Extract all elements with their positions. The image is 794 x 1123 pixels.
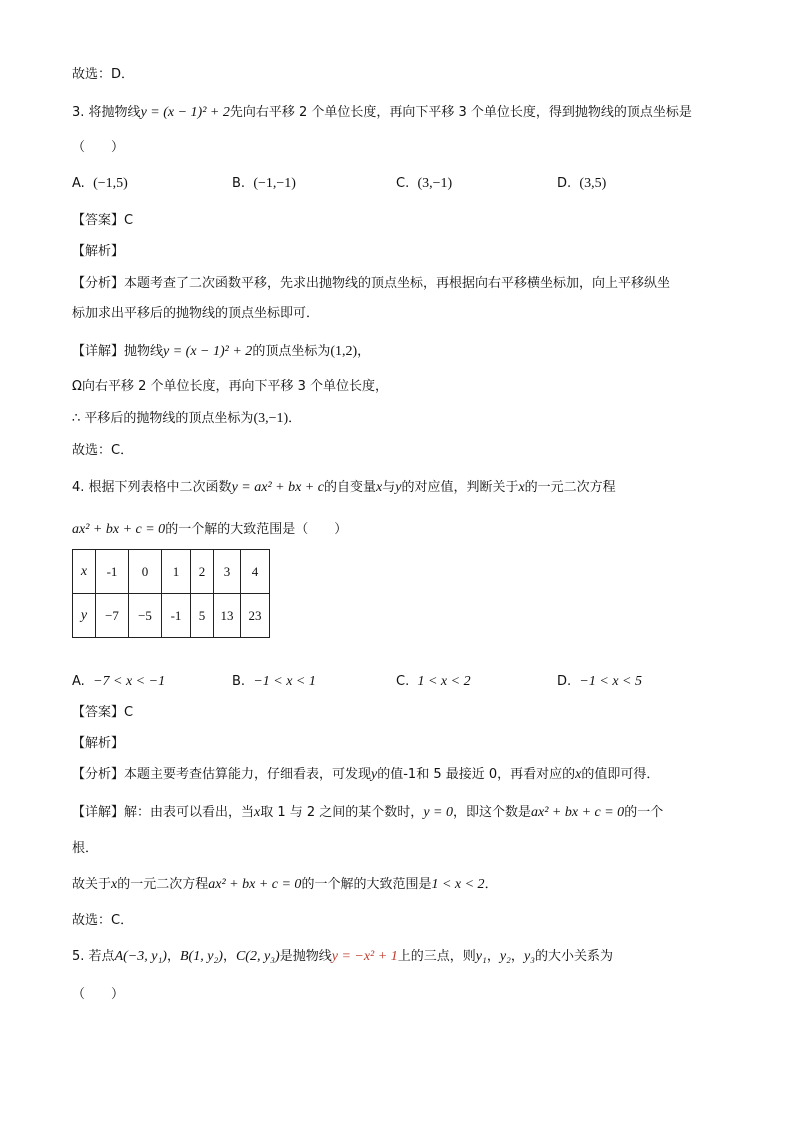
q5-text: 的大小关系为 [535, 949, 614, 964]
q3-option-d [557, 175, 606, 193]
q3-answer: 【答案】C [72, 213, 134, 228]
q4-option-a [72, 673, 165, 691]
q4-var-y: y [371, 767, 378, 782]
detail-equation: ax² + bx + c = 0 [531, 805, 625, 820]
q3-number: 3. [72, 105, 85, 120]
option-letter: B. [232, 674, 246, 689]
q4-jiexi: 【解析】 [72, 736, 125, 751]
q5-text: 若点 [88, 949, 115, 964]
conclusion-text: 的一个解的大致范围是 [301, 877, 432, 892]
analysis-text: 的值-1和 5 最接近 0，再看对应的 [377, 767, 576, 782]
therefore-vertex: (3,−1) [253, 411, 289, 426]
because-symbol: Ω [72, 379, 82, 394]
q4-option-b [232, 673, 316, 691]
conclusion-text: 的一元二次方程 [117, 877, 209, 892]
table-cell: 4 [241, 550, 270, 594]
q5-point-a: A(−3, y₁) [114, 949, 167, 964]
detail-text: ，即这个数是 [452, 805, 531, 820]
q3-paren: （ ） [72, 140, 125, 155]
q4-var-y: y [395, 480, 402, 495]
table-cell: 1 [162, 550, 191, 594]
table-cell: −5 [129, 594, 162, 638]
therefore-text: 平移后的抛物线的顶点坐标为 [84, 411, 254, 426]
q4-text: 的自变量 [323, 480, 376, 495]
q4-text: 根据下列表格中二次函数 [88, 480, 232, 495]
q4-number: 4. [72, 480, 85, 495]
option-value: (−1,−1) [253, 176, 296, 191]
q5-parabola-equation: y = −x² + 1 [331, 949, 398, 964]
analysis-text: 【分析】本题主要考查估算能力，仔细看表，可发现 [72, 767, 372, 782]
option-letter: A. [72, 674, 85, 689]
table-cell: 3 [214, 550, 241, 594]
option-letter: C. [396, 674, 410, 689]
therefore-symbol: ∴ [72, 411, 81, 426]
q5-paren: （ ） [72, 987, 125, 1002]
q3-analysis-line-2: 标加求出平移后的抛物线的顶点坐标即可． [72, 306, 320, 321]
q4-detail-root: 根． [72, 841, 99, 856]
q4-option-c [396, 673, 471, 691]
table-cell: 5 [191, 594, 214, 638]
q2-choose: 故选：D． [72, 67, 135, 82]
table-cell: −7 [96, 594, 129, 638]
option-value: (−1,5) [93, 176, 128, 191]
because-text: 向右平移 2 个单位长度，再向下平移 3 个单位长度， [81, 379, 389, 394]
option-letter: D. [557, 674, 572, 689]
q5-stem [72, 948, 613, 966]
table-cell: -1 [96, 550, 129, 594]
q3-text-2: 先向右平移 2 个单位长度，再向下平移 3 个单位长度，得到抛物线的顶点坐标是 [229, 105, 692, 120]
table-row-y [73, 594, 270, 638]
q4-var-x: x [518, 480, 525, 495]
table-cell: 0 [129, 550, 162, 594]
q4-function: y = ax² + bx + c [231, 480, 324, 495]
q5-number: 5. [72, 949, 85, 964]
q4-var-x: x [575, 767, 582, 782]
q3-choose: 故选：C． [72, 443, 134, 458]
q3-option-b [232, 175, 296, 193]
option-value: −1 < x < 5 [579, 674, 642, 689]
option-value: (3,5) [579, 176, 607, 191]
q5-text: 是抛物线 [279, 949, 332, 964]
q3-stem [72, 104, 692, 122]
table-cell: 23 [241, 594, 270, 638]
q5-y1: y₁ [475, 949, 487, 964]
q5-point-b: B(1, y₂) [179, 949, 223, 964]
q4-option-d [557, 673, 642, 691]
detail-text: 的一个 [624, 805, 664, 820]
table-cell: -1 [162, 594, 191, 638]
detail-text: 取 1 与 2 之间的某个数时， [260, 805, 424, 820]
q4-var-x: x [111, 877, 118, 892]
option-value: −7 < x < −1 [93, 674, 166, 689]
option-letter: B. [232, 176, 246, 191]
q4-text: 的对应值，判断关于 [401, 480, 519, 495]
q5-text: 上的三点，则 [397, 949, 476, 964]
option-letter: A. [72, 176, 85, 191]
q4-equation: ax² + bx + c = 0 [72, 522, 166, 537]
detail-prefix: 【详解】抛物线 [72, 344, 164, 359]
q5-comma: ， [486, 949, 500, 964]
q5-y2: y₂ [499, 949, 511, 964]
table-row-x [73, 550, 270, 594]
q5-y3: y₃ [523, 949, 536, 964]
option-letter: D. [557, 176, 572, 191]
q4-conclusion [72, 876, 498, 894]
q4-text: 与 [382, 480, 396, 495]
q4-stem [72, 479, 616, 497]
q3-jiexi: 【解析】 [72, 244, 125, 259]
table-cell: x [73, 550, 96, 594]
q3-detail [72, 343, 370, 361]
q5-comma: ， [510, 949, 524, 964]
detail-comma: ， [357, 344, 371, 359]
q3-analysis-line-1: 【分析】本题考查了二次函数平移，先求出抛物线的顶点坐标，再根据向右平移横坐标加，向上平移纵坐 [72, 276, 671, 291]
option-value: 1 < x < 2 [417, 674, 471, 689]
analysis-text: 的值即可得． [581, 767, 660, 782]
table-cell: 13 [214, 594, 241, 638]
q4-detail [72, 804, 663, 822]
detail-equation: y = 0 [423, 805, 453, 820]
option-letter: C. [396, 176, 410, 191]
q3-because-line [72, 378, 388, 396]
detail-equation: y = (x − 1)² + 2 [163, 344, 253, 359]
conclusion-range: 1 < x < 2 [431, 877, 485, 892]
q4-var-x: x [375, 480, 383, 495]
q4-text: 的一个解的大致范围是（ ） [165, 522, 348, 537]
q5-comma: ， [222, 949, 236, 964]
q5-comma: ， [166, 949, 180, 964]
q3-option-c [396, 175, 452, 193]
q4-choose: 故选：C． [72, 913, 134, 928]
conclusion-equation: ax² + bx + c = 0 [208, 877, 302, 892]
table-cell: y [73, 594, 96, 638]
conclusion-text: 故关于 [72, 877, 112, 892]
detail-vertex: (1,2) [330, 344, 358, 359]
q3-option-a [72, 175, 128, 193]
q4-analysis [72, 766, 659, 784]
q3-therefore-line [72, 410, 301, 428]
table-cell: 2 [191, 550, 214, 594]
q4-text: 的一元二次方程 [524, 480, 616, 495]
detail-text: 【详解】解：由表可以看出，当 [72, 805, 255, 820]
option-value: −1 < x < 1 [253, 674, 316, 689]
detail-text: 的顶点坐标为 [252, 344, 331, 359]
q4-var-x: x [254, 805, 261, 820]
therefore-end: ． [288, 411, 302, 426]
q3-equation: y = (x − 1)² + 2 [140, 105, 230, 120]
q4-answer: 【答案】C [72, 705, 134, 720]
q3-text-1: 将抛物线 [88, 105, 141, 120]
q4-stem-line-2 [72, 521, 347, 539]
option-value: (3,−1) [417, 176, 453, 191]
q5-point-c: C(2, y₃) [235, 949, 280, 964]
value-table [72, 549, 270, 638]
conclusion-end: ． [484, 877, 498, 892]
